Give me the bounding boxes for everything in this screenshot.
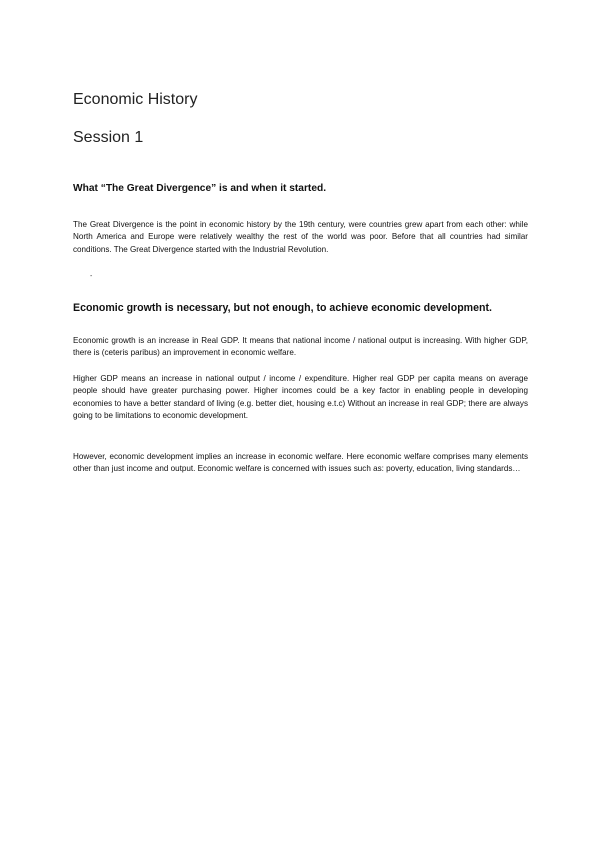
paragraph-economic-development: However, economic development implies an increase in economic welfare. Here economic welfare comprises many elements other than just income and output. Economic welfare is concerned with issues such as: poverty, education, living standards… — [73, 452, 528, 474]
stray-bullet-mark: - — [90, 273, 93, 280]
paragraph-economic-growth: Economic growth is an increase in Real GDP. It means that national income / national output is increasing. With higher GDP, there is (ceteris paribus) an improvement in economic welfare. — [73, 336, 528, 358]
section-heading-growth-development: Economic growth is necessary, but not enough, to achieve economic development. — [73, 302, 492, 314]
section-heading-great-divergence: What “The Great Divergence” is and when it started. — [73, 183, 327, 194]
paragraph-higher-gdp: Higher GDP means an increase in national output / income / expenditure. Higher real GDP per capita means on average people should have greater purchasing power. Higher incomes could be a key factor in enabling people in developing economies to have a better standard of living (e.g. better diet, housing e.t.c) Without an increase in real GDP; there are always going to be limitations to economic development. — [73, 374, 528, 420]
session-title: Session 1 — [73, 129, 144, 146]
document-title: Economic History — [73, 91, 198, 108]
paragraph-great-divergence: The Great Divergence is the point in economic history by the 19th century, were countries grew apart from each other: while North America and Europe were relatively wealthy the rest of the world was poor. Before that all countries had similar conditions. The Great Divergence started with the Industrial Revolution. — [73, 220, 528, 254]
